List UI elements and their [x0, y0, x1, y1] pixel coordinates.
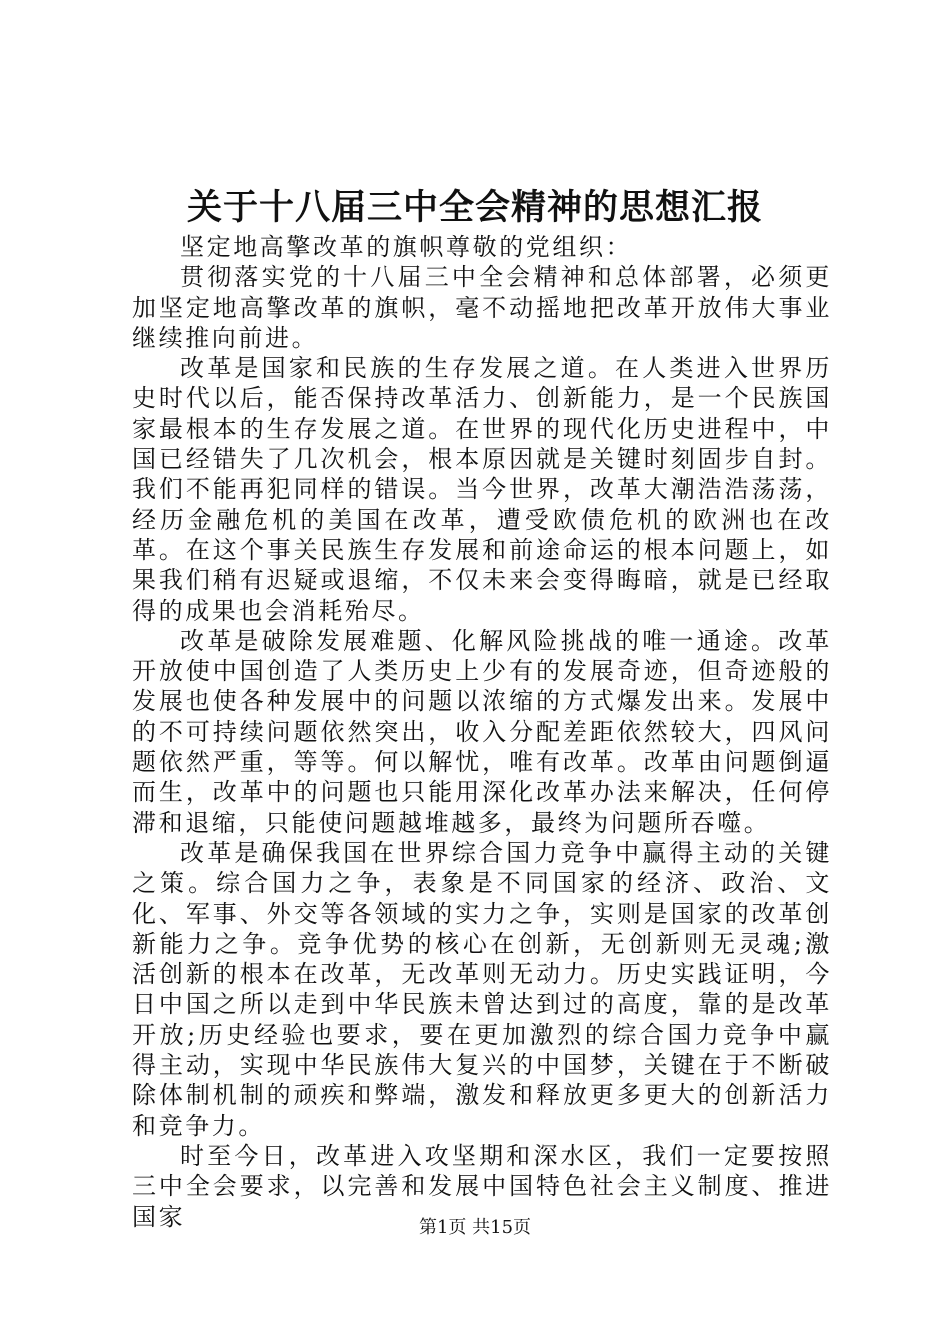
body-paragraph: 改革是国家和民族的生存发展之道。在人类进入世界历史时代以后，能否保持改革活力、创新能力，是一个民族国家最根本的生存发展之道。在世界的现代化历史进程中，中国已经错失了几次机会，根本原因就是关键时刻固步自封。我们不能再犯同样的错误。当今世界，改革大潮浩浩荡荡，经历金融危机的美国在改革，遭受欧债危机的欧洲也在改革。在这个事关民族生存发展和前途命运的根本问题上，如果我们稍有迟疑或退缩，不仅未来会变得晦暗，就是已经取得的成果也会消耗殆尽。	[132, 354, 832, 625]
document-title: 关于十八届三中全会精神的思想汇报	[186, 187, 763, 228]
page-number-footer: 第1页 共15页	[418, 1217, 532, 1238]
body-paragraph: 贯彻落实党的十八届三中全会精神和总体部署，必须更加坚定地高擎改革的旗帜，毫不动摇地把改革开放伟大事业继续推向前进。	[132, 263, 832, 352]
salutation-paragraph: 坚定地高擎改革的旗帜尊敬的党组织：	[180, 233, 633, 261]
body-paragraph: 改革是破除发展难题、化解风险挑战的唯一通途。改革开放使中国创造了人类历史上少有的发展奇迹，但奇迹般的发展也使各种发展中的问题以浓缩的方式爆发出来。发展中的不可持续问题依然突出，收入分配差距依然较大，四风问题依然严重，等等。何以解忧，唯有改革。改革由问题倒逼而生，改革中的问题也只能用深化改革办法来解决，任何停滞和退缩，只能使问题越堆越多，最终为问题所吞噬。	[132, 626, 832, 837]
document-body	[132, 232, 832, 1232]
body-paragraph: 改革是确保我国在世界综合国力竞争中赢得主动的关键之策。综合国力之争，表象是不同国家的经济、政治、文化、军事、外交等各领域的实力之争，实则是国家的改革创新能力之争。竞争优势的核心在创新，无创新则无灵魂;激活创新的根本在改革，无改革则无动力。历史实践证明，今日中国之所以走到中华民族未曾达到过的高度，靠的是改革开放;历史经验也要求，要在更加激烈的综合国力竞争中赢得主动，实现中华民族伟大复兴的中国梦，关键在于不断破除体制机制的顽疾和弊端，激发和释放更多更大的创新活力和竞争力。	[132, 838, 832, 1140]
body-paragraph: 时至今日，改革进入攻坚期和深水区，我们一定要按照三中全会要求，以完善和发展中国特色社会主义制度、推进国家	[132, 1141, 832, 1231]
